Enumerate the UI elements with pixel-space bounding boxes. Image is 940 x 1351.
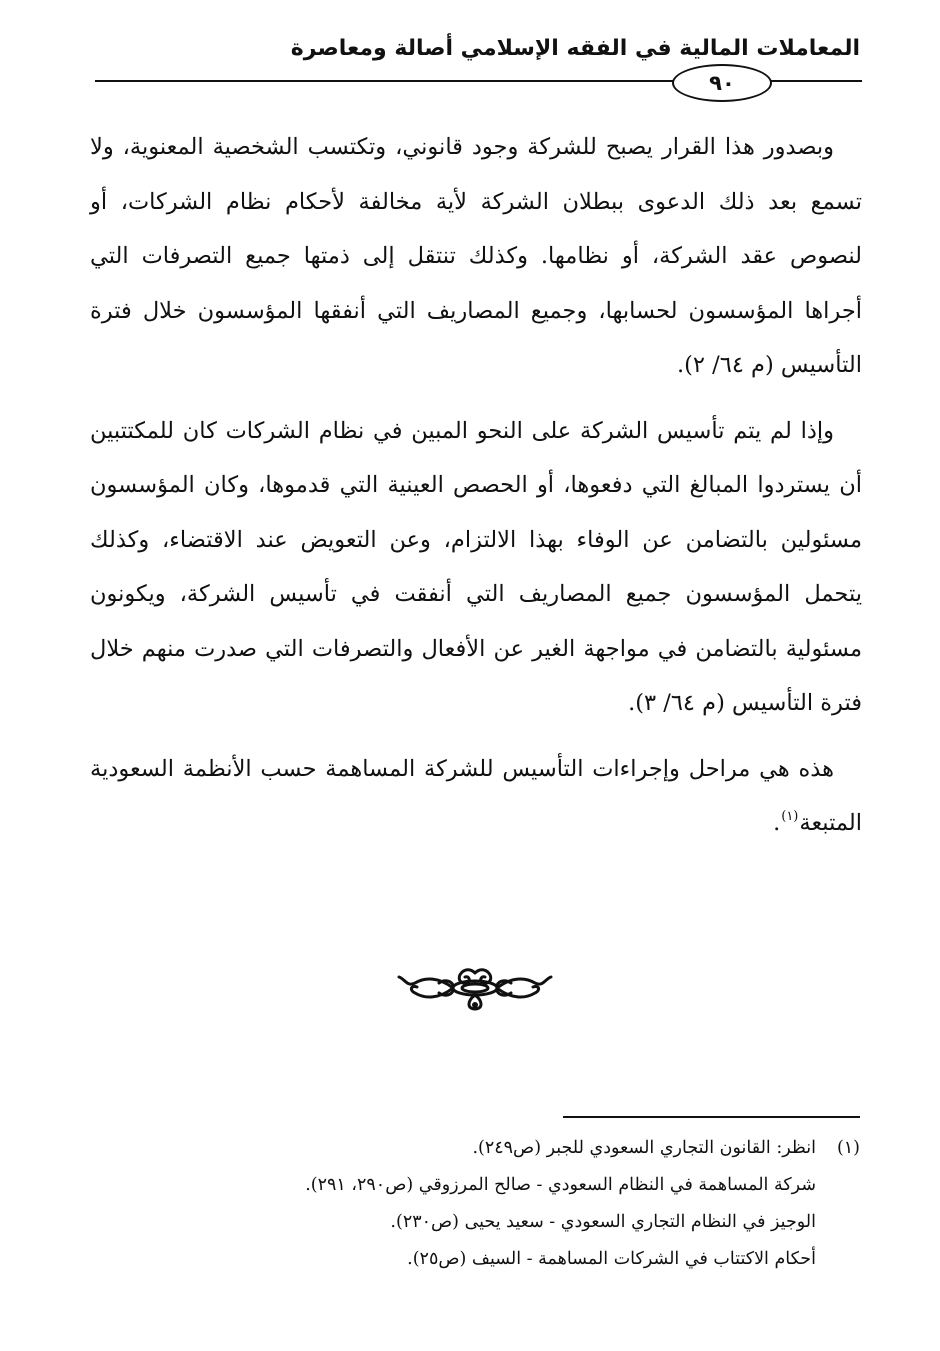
running-title: المعاملات المالية في الفقه الإسلامي أصالة ومعاصرة: [290, 36, 860, 61]
closing-paragraph-text: هذه هي مراحل وإجراءات التأسيس للشركة المساهمة حسب الأنظمة السعودية المتبعة: [90, 755, 862, 836]
footnote-1: [80, 1130, 860, 1167]
paragraph-2: وإذا لم يتم تأسيس الشركة على النحو المبين في نظام الشركات كان للمكتتبين أن يستردوا المبالغ التي دفعوها، أو الحصص العينية التي قدموها، وكان المؤسسون مسئولين بالتضامن عن الوفاء بهذا الالتزام، وعن التعويض عند الاقتضاء، وكذلك يتحمل المؤسسون جميع المصاريف التي أنفقت في تأسيس الشركة، ويكونون مسئولية بالتضامن في مواجهة الغير عن الأفعال والتصرفات التي صدرت منهم خلال فترة التأسيس (م ٦٤/ ٣).: [90, 417, 862, 716]
footnote-line-1: انظر: القانون التجاري السعودي للجبر (ص٢٤٩).: [472, 1138, 816, 1158]
footnote-rule: [563, 1116, 860, 1118]
footnote-line-2: شركة المساهمة في النظام السعودي - صالح المرزوقي (ص٢٩٠، ٢٩١).: [305, 1175, 816, 1195]
footnote-number: (١): [836, 1138, 860, 1158]
footnote-line-4: أحكام الاكتتاب في الشركات المساهمة - السيف (ص٢٥).: [407, 1249, 816, 1269]
body-text: [90, 120, 862, 851]
paragraph-1: وبصدور هذا القرار يصبح للشركة وجود قانوني، وتكتسب الشخصية المعنوية، ولا تسمع بعد ذلك الدعوى ببطلان الشركة لأية مخالفة لأحكام نظام الشركات، أو لنصوص عقد الشركة، أو نظامها. وكذلك تنتقل إلى ذمتها جميع التصرفات التي أجراها المؤسسون لحسابها، وجميع المصاريف التي أنفقها المؤسسون خلال فترة التأسيس (م ٦٤/ ٢).: [90, 134, 862, 378]
fleuron-knot-ornament-icon: [395, 965, 555, 1015]
paragraph-3: [90, 742, 862, 851]
footnote-line-3: الوجيز في النظام التجاري السعودي - سعيد يحيى (ص٢٣٠).: [390, 1212, 816, 1232]
footnotes: [80, 1130, 860, 1278]
page-number-badge: ٩٠: [672, 64, 772, 102]
closing-period: .: [773, 810, 781, 836]
footnote-reference[interactable]: (١): [781, 809, 799, 824]
